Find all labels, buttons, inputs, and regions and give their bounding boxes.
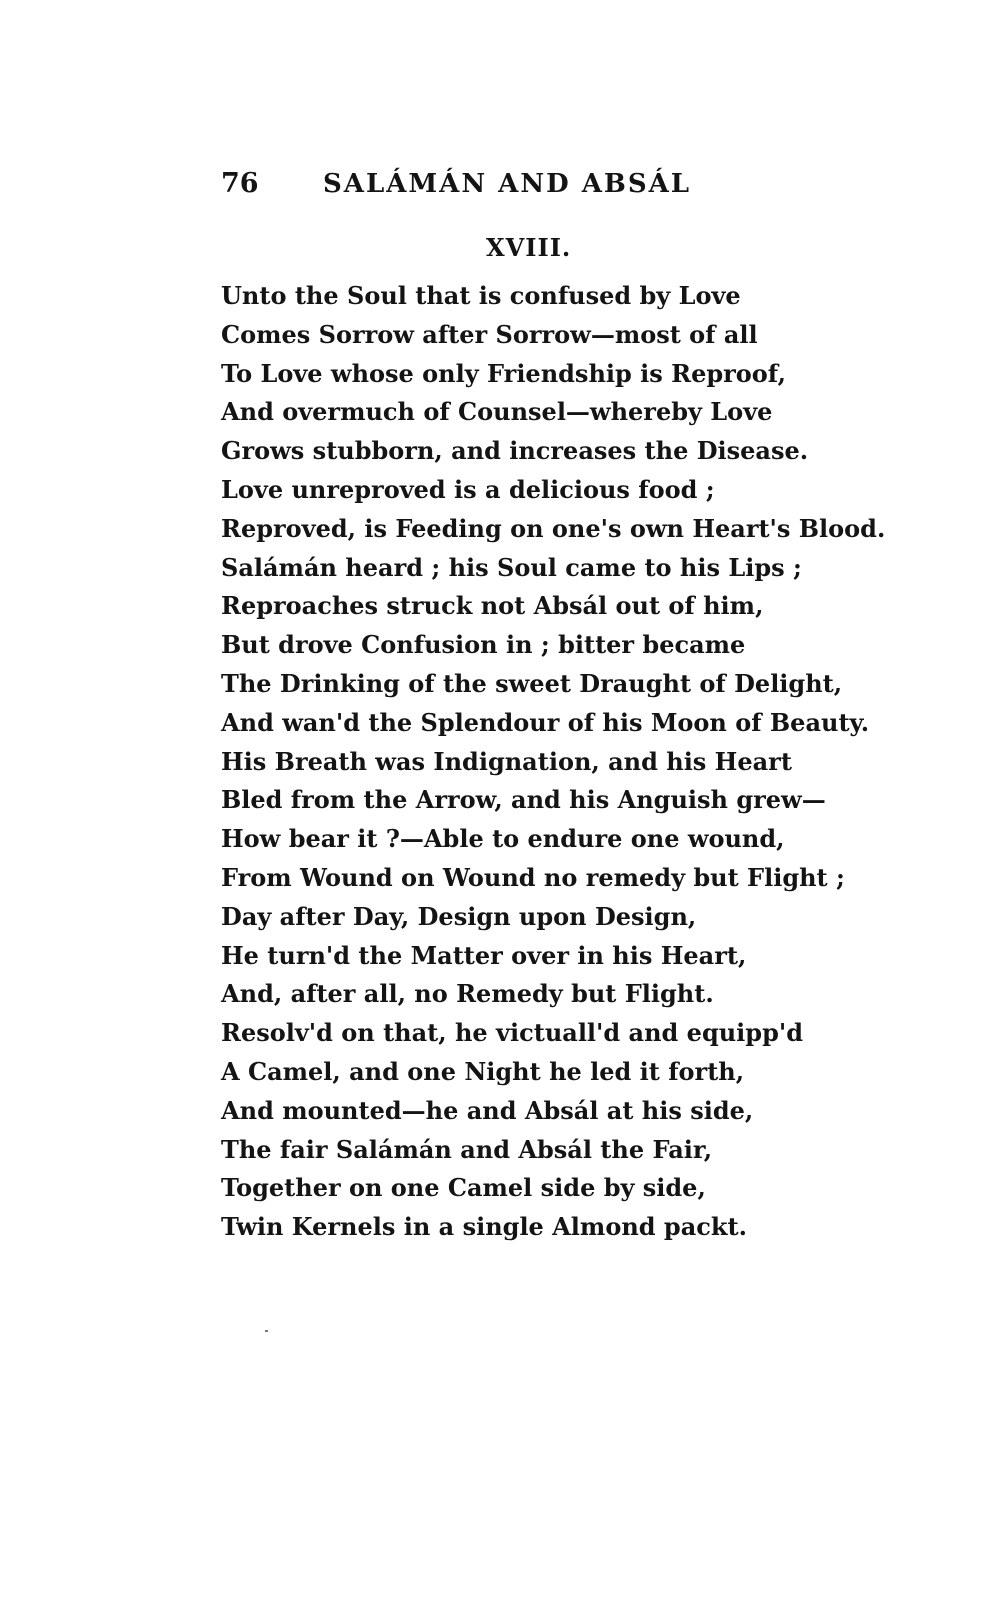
poem-line: To Love whose only Friendship is Reproof, <box>221 358 786 388</box>
running-head <box>221 164 781 204</box>
poem-line: And overmuch of Counsel—whereby Love <box>221 397 773 427</box>
poem-line: But drove Confusion in ; bitter became <box>221 630 746 660</box>
running-title: SALÁMÁN AND ABSÁL <box>323 169 692 199</box>
poem-line: Grows stubborn, and increases the Disease. <box>221 436 809 466</box>
poem-line: Twin Kernels in a single Almond packt. <box>221 1212 747 1242</box>
scan-speck <box>265 1330 268 1332</box>
poem-line: From Wound on Wound no remedy but Flight ; <box>221 862 845 892</box>
poem-line: Resolv'd on that, he victuall'd and equipp'd <box>221 1018 803 1048</box>
page-number: 76 <box>221 168 259 199</box>
poem-line: The fair Salámán and Absál the Fair, <box>221 1134 713 1164</box>
poem-line: And mounted—he and Absál at his side, <box>221 1095 754 1125</box>
poem-line: Comes Sorrow after Sorrow—most of all <box>221 319 758 349</box>
poem-line: Love unreproved is a delicious food ; <box>221 474 715 504</box>
poem-line: How bear it ?—Able to endure one wound, <box>221 824 785 854</box>
poem-line: Bled from the Arrow, and his Anguish grew— <box>221 785 826 815</box>
poem-line: Salámán heard ; his Soul came to his Lips ; <box>221 552 802 582</box>
poem-line: The Drinking of the sweet Draught of Delight, <box>221 668 843 698</box>
poem-line: Unto the Soul that is confused by Love <box>221 281 741 310</box>
poem-line: And, after all, no Remedy but Flight. <box>221 979 714 1009</box>
poem-line: A Camel, and one Night he led it forth, <box>221 1056 745 1086</box>
poem-line: And wan'd the Splendour of his Moon of Beauty. <box>221 707 870 737</box>
poem-line: He turn'd the Matter over in his Heart, <box>221 940 747 970</box>
poem-body <box>221 277 886 1247</box>
poem-line: Reproaches struck not Absál out of him, <box>221 591 764 621</box>
poem-line: Together on one Camel side by side, <box>221 1173 706 1203</box>
section-number: XVIII. <box>486 233 572 262</box>
poem-line: Day after Day, Design upon Design, <box>221 901 697 931</box>
poem-line: His Breath was Indignation, and his Heart <box>221 746 792 776</box>
poem-line: Reproved, is Feeding on one's own Heart's Blood. <box>221 513 886 543</box>
